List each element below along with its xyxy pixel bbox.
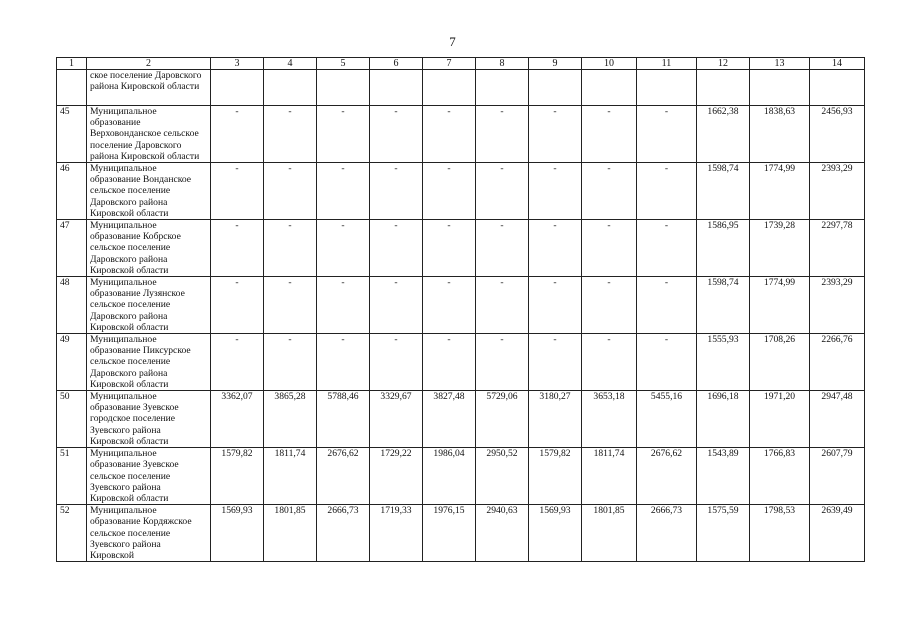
municipality-name: Муниципальное образование Вонданское сельское поселение Даровского района Кировской области xyxy=(87,163,211,220)
value-cell: 5788,46 xyxy=(317,391,370,448)
data-table xyxy=(56,57,865,562)
value-cell: 1739,28 xyxy=(750,220,810,277)
municipality-name: Муниципальное образование Зуевское городское поселение Зуевского района Кировской области xyxy=(87,391,211,448)
value-cell: - xyxy=(582,163,637,220)
value-cell: 1662,38 xyxy=(697,106,750,163)
value-cell: - xyxy=(423,334,476,391)
row-number xyxy=(57,70,87,106)
column-header: 2 xyxy=(87,58,211,70)
value-cell: - xyxy=(211,334,264,391)
value-cell: 3865,28 xyxy=(264,391,317,448)
table-row xyxy=(57,277,865,334)
municipality-name: Муниципальное образование Пиксурское сельское поселение Даровского района Кировской области xyxy=(87,334,211,391)
value-cell: 1569,93 xyxy=(211,505,264,562)
value-cell: 1579,82 xyxy=(211,448,264,505)
value-cell: 2639,49 xyxy=(810,505,865,562)
value-cell: - xyxy=(476,277,529,334)
value-cell: - xyxy=(529,106,582,163)
value-cell: - xyxy=(423,106,476,163)
row-number: 52 xyxy=(57,505,87,562)
column-header: 10 xyxy=(582,58,637,70)
value-cell: 1976,15 xyxy=(423,505,476,562)
value-cell: 1766,83 xyxy=(750,448,810,505)
value-cell: 2393,29 xyxy=(810,277,865,334)
value-cell: 1811,74 xyxy=(582,448,637,505)
value-cell: 3827,48 xyxy=(423,391,476,448)
municipality-name: Муниципальное образование Верховонданское сельское поселение Даровского района Кировской области xyxy=(87,106,211,163)
value-cell: 1575,59 xyxy=(697,505,750,562)
header-row xyxy=(57,58,865,70)
value-cell: 3653,18 xyxy=(582,391,637,448)
value-cell: - xyxy=(264,220,317,277)
value-cell: - xyxy=(264,277,317,334)
row-number: 48 xyxy=(57,277,87,334)
value-cell: 2950,52 xyxy=(476,448,529,505)
row-number: 45 xyxy=(57,106,87,163)
table-row xyxy=(57,163,865,220)
value-cell: 2393,29 xyxy=(810,163,865,220)
value-cell: - xyxy=(637,334,697,391)
column-header: 4 xyxy=(264,58,317,70)
value-cell: - xyxy=(264,334,317,391)
value-cell: - xyxy=(476,106,529,163)
value-cell: - xyxy=(476,163,529,220)
value-cell: 2607,79 xyxy=(810,448,865,505)
value-cell xyxy=(637,70,697,106)
value-cell: - xyxy=(529,163,582,220)
table-row xyxy=(57,70,865,106)
table-body xyxy=(57,70,865,562)
value-cell: - xyxy=(264,163,317,220)
row-number: 47 xyxy=(57,220,87,277)
value-cell: 1986,04 xyxy=(423,448,476,505)
value-cell: 2266,76 xyxy=(810,334,865,391)
value-cell: 1774,99 xyxy=(750,277,810,334)
value-cell xyxy=(582,70,637,106)
value-cell: 2456,93 xyxy=(810,106,865,163)
value-cell: - xyxy=(582,277,637,334)
value-cell: 1719,33 xyxy=(370,505,423,562)
value-cell: 3362,07 xyxy=(211,391,264,448)
column-header: 9 xyxy=(529,58,582,70)
value-cell: - xyxy=(423,277,476,334)
value-cell xyxy=(810,70,865,106)
value-cell: 1801,85 xyxy=(582,505,637,562)
value-cell: - xyxy=(637,220,697,277)
value-cell: - xyxy=(317,163,370,220)
value-cell: 1579,82 xyxy=(529,448,582,505)
value-cell: 2676,62 xyxy=(637,448,697,505)
municipality-name: Муниципальное образование Кобрское сельское поселение Даровского района Кировской области xyxy=(87,220,211,277)
value-cell: 3180,27 xyxy=(529,391,582,448)
column-header: 3 xyxy=(211,58,264,70)
value-cell: - xyxy=(317,106,370,163)
value-cell: 1543,89 xyxy=(697,448,750,505)
value-cell: - xyxy=(211,163,264,220)
column-header: 13 xyxy=(750,58,810,70)
column-header: 7 xyxy=(423,58,476,70)
row-number: 50 xyxy=(57,391,87,448)
value-cell: - xyxy=(264,106,317,163)
value-cell: 5729,06 xyxy=(476,391,529,448)
value-cell: - xyxy=(370,334,423,391)
value-cell: 1586,95 xyxy=(697,220,750,277)
column-header: 11 xyxy=(637,58,697,70)
value-cell xyxy=(697,70,750,106)
value-cell: - xyxy=(423,163,476,220)
value-cell: - xyxy=(529,277,582,334)
value-cell: 1598,74 xyxy=(697,163,750,220)
value-cell: - xyxy=(529,334,582,391)
value-cell: 1708,26 xyxy=(750,334,810,391)
value-cell: - xyxy=(370,106,423,163)
value-cell xyxy=(211,70,264,106)
value-cell: - xyxy=(317,334,370,391)
value-cell xyxy=(370,70,423,106)
table-row xyxy=(57,448,865,505)
column-header: 8 xyxy=(476,58,529,70)
table-row xyxy=(57,391,865,448)
value-cell: - xyxy=(423,220,476,277)
value-cell: 2940,63 xyxy=(476,505,529,562)
value-cell: 1774,99 xyxy=(750,163,810,220)
value-cell: 2666,73 xyxy=(317,505,370,562)
value-cell: - xyxy=(317,277,370,334)
table-row xyxy=(57,106,865,163)
value-cell: 1569,93 xyxy=(529,505,582,562)
table-row xyxy=(57,220,865,277)
column-header: 6 xyxy=(370,58,423,70)
value-cell xyxy=(317,70,370,106)
value-cell: 3329,67 xyxy=(370,391,423,448)
column-header: 14 xyxy=(810,58,865,70)
value-cell xyxy=(264,70,317,106)
row-number: 51 xyxy=(57,448,87,505)
value-cell xyxy=(529,70,582,106)
value-cell: 1801,85 xyxy=(264,505,317,562)
value-cell: - xyxy=(529,220,582,277)
value-cell: - xyxy=(582,220,637,277)
row-number: 49 xyxy=(57,334,87,391)
municipality-name: Муниципальное образование Кордяжское сельское поселение Зуевского района Кировской xyxy=(87,505,211,562)
value-cell: 2947,48 xyxy=(810,391,865,448)
value-cell xyxy=(476,70,529,106)
table-row xyxy=(57,505,865,562)
value-cell: 1696,18 xyxy=(697,391,750,448)
municipality-name: Муниципальное образование Зуевское сельское поселение Зуевского района Кировской области xyxy=(87,448,211,505)
column-header: 1 xyxy=(57,58,87,70)
table-row xyxy=(57,334,865,391)
value-cell: - xyxy=(211,220,264,277)
value-cell: 1798,53 xyxy=(750,505,810,562)
value-cell: - xyxy=(582,334,637,391)
value-cell: - xyxy=(317,220,370,277)
page-number: 7 xyxy=(449,34,456,49)
value-cell: 1811,74 xyxy=(264,448,317,505)
value-cell: - xyxy=(211,277,264,334)
value-cell: - xyxy=(637,163,697,220)
value-cell: - xyxy=(370,220,423,277)
column-header: 12 xyxy=(697,58,750,70)
value-cell: - xyxy=(370,163,423,220)
value-cell: - xyxy=(637,106,697,163)
column-header: 5 xyxy=(317,58,370,70)
value-cell: - xyxy=(476,220,529,277)
value-cell: 2676,62 xyxy=(317,448,370,505)
municipality-name: ское поселение Даровского района Кировской области xyxy=(87,70,211,106)
value-cell: - xyxy=(211,106,264,163)
value-cell: - xyxy=(476,334,529,391)
value-cell: 2297,78 xyxy=(810,220,865,277)
value-cell: 1971,20 xyxy=(750,391,810,448)
value-cell: - xyxy=(370,277,423,334)
value-cell: 2666,73 xyxy=(637,505,697,562)
value-cell: - xyxy=(637,277,697,334)
value-cell: - xyxy=(582,106,637,163)
row-number: 46 xyxy=(57,163,87,220)
value-cell xyxy=(423,70,476,106)
municipality-name: Муниципальное образование Лузянское сельское поселение Даровского района Кировской области xyxy=(87,277,211,334)
value-cell xyxy=(750,70,810,106)
value-cell: 1598,74 xyxy=(697,277,750,334)
value-cell: 5455,16 xyxy=(637,391,697,448)
value-cell: 1838,63 xyxy=(750,106,810,163)
value-cell: 1555,93 xyxy=(697,334,750,391)
value-cell: 1729,22 xyxy=(370,448,423,505)
